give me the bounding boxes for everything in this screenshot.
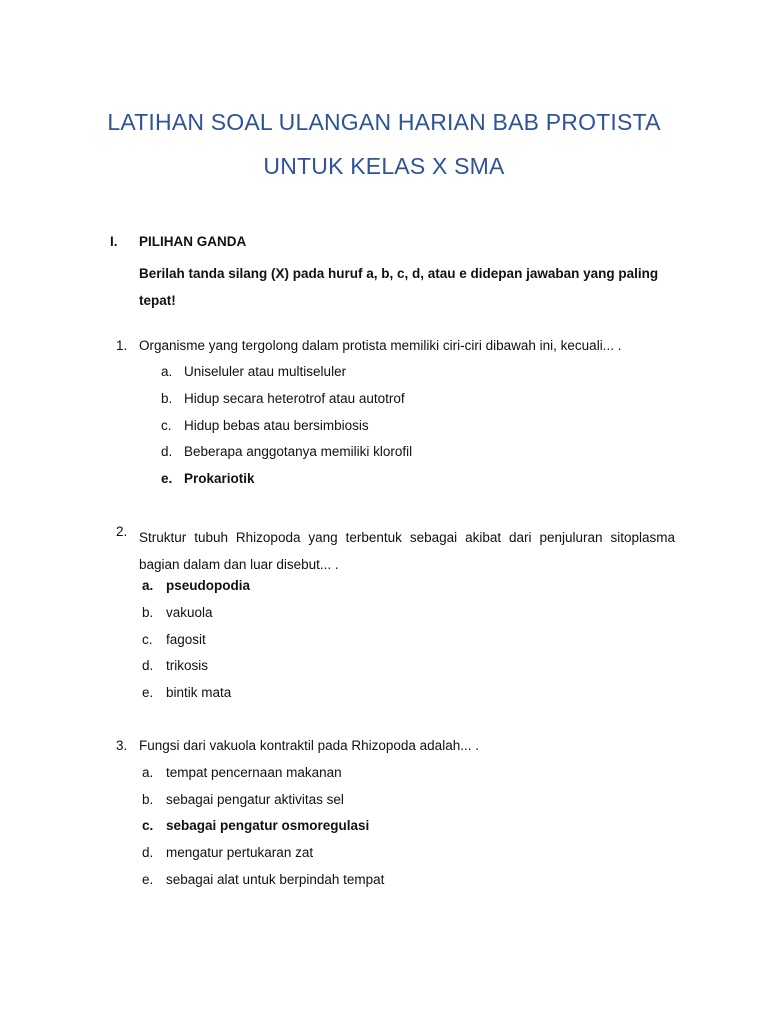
question-number: 2. (116, 524, 128, 539)
option-letter[interactable]: a. (161, 364, 173, 379)
option-text[interactable]: Beberapa anggotanya memiliki klorofil (184, 444, 413, 459)
option-text[interactable]: Uniseluler atau multiseluler (184, 364, 347, 379)
option-text[interactable]: bintik mata (166, 685, 232, 700)
question-text: Fungsi dari vakuola kontraktil pada Rhizopoda adalah... . (139, 738, 479, 753)
section-instruction: Berilah tanda silang (X) pada huruf a, b, c, d, atau e didepan jawaban yang paling tepat! (139, 266, 659, 308)
option-letter[interactable]: c. (142, 632, 153, 647)
option-letter-answer[interactable]: a. (142, 578, 154, 593)
option-letter[interactable]: b. (142, 605, 154, 620)
option-text-answer[interactable]: Prokariotik (184, 471, 255, 486)
option-letter-answer[interactable]: e. (161, 471, 173, 486)
option-letter[interactable]: e. (142, 685, 154, 700)
option-text[interactable]: Hidup bebas atau bersimbiosis (184, 418, 369, 433)
section-title: PILIHAN GANDA (139, 234, 247, 249)
question-text: Struktur tubuh Rhizopoda yang terbentuk sebagai akibat dari penjuluran sitoplasma bagian dalam dan luar disebut... . (139, 530, 675, 572)
option-letter[interactable]: d. (161, 444, 173, 459)
question-number: 3. (116, 738, 128, 753)
option-letter-answer[interactable]: c. (142, 818, 154, 833)
option-letter[interactable]: b. (161, 391, 173, 406)
option-letter[interactable]: b. (142, 792, 154, 807)
question-number: 1. (116, 338, 128, 353)
option-letter[interactable]: d. (142, 658, 154, 673)
option-text[interactable]: sebagai alat untuk berpindah tempat (166, 872, 385, 887)
option-text-answer[interactable]: sebagai pengatur osmoregulasi (166, 818, 370, 833)
page-title-line-1: LATIHAN SOAL ULANGAN HARIAN BAB PROTISTA (107, 109, 661, 135)
option-letter[interactable]: c. (161, 418, 172, 433)
option-text[interactable]: sebagai pengatur aktivitas sel (166, 792, 344, 807)
question-text: Organisme yang tergolong dalam protista memiliki ciri-ciri dibawah ini, kecuali... . (139, 338, 622, 353)
page-title-line-2: UNTUK KELAS X SMA (263, 153, 505, 179)
option-text[interactable]: Hidup secara heterotrof atau autotrof (184, 391, 405, 406)
option-text[interactable]: tempat pencernaan makanan (166, 765, 342, 780)
option-letter[interactable]: e. (142, 872, 154, 887)
option-text[interactable]: vakuola (166, 605, 213, 620)
option-letter[interactable]: a. (142, 765, 154, 780)
option-text[interactable]: mengatur pertukaran zat (166, 845, 314, 860)
option-letter[interactable]: d. (142, 845, 154, 860)
section-number: I. (110, 234, 118, 249)
option-text[interactable]: trikosis (166, 658, 209, 673)
option-text-answer[interactable]: pseudopodia (166, 578, 250, 593)
option-text[interactable]: fagosit (166, 632, 206, 647)
